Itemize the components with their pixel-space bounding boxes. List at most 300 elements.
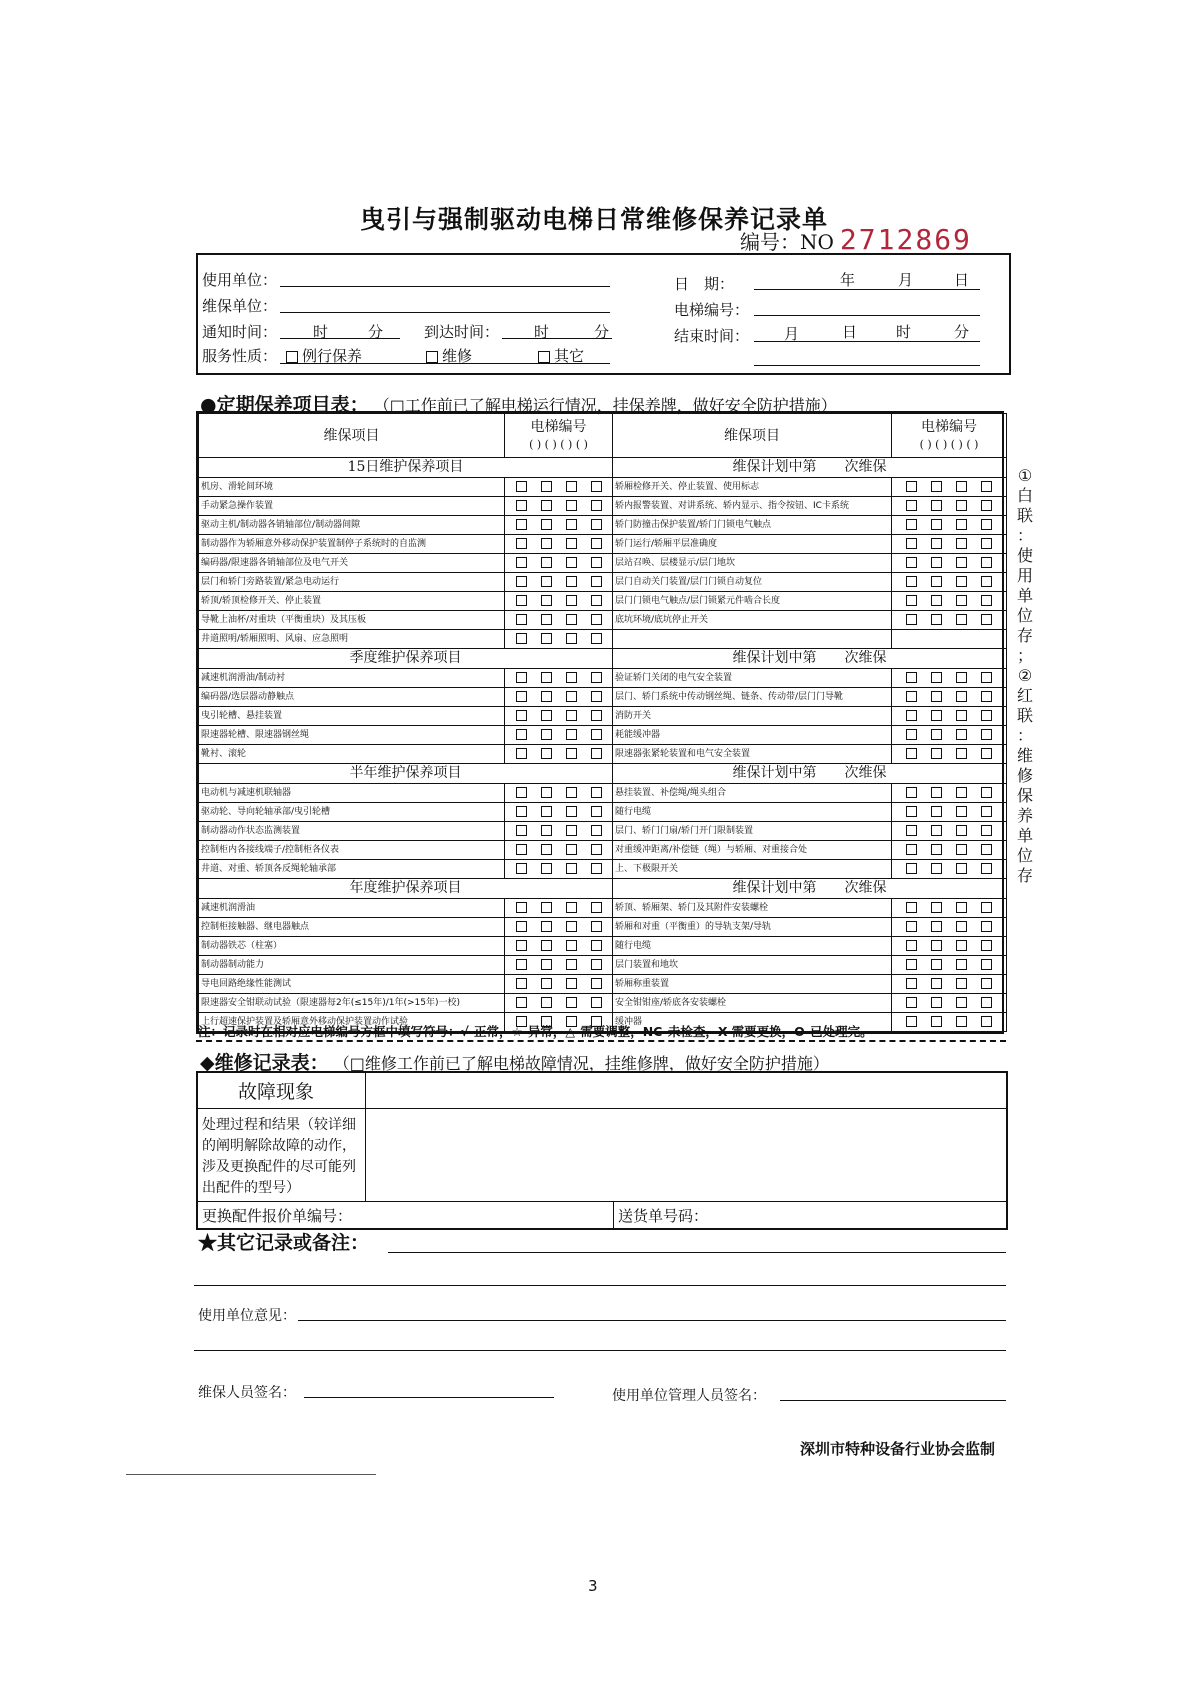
check-box[interactable] bbox=[516, 500, 527, 511]
check-box[interactable] bbox=[981, 538, 992, 549]
check-box[interactable] bbox=[591, 997, 602, 1008]
check-box[interactable] bbox=[516, 997, 527, 1008]
check-box[interactable] bbox=[591, 978, 602, 989]
plan-count bbox=[613, 879, 1007, 899]
check-box[interactable] bbox=[566, 959, 577, 970]
user-opinion-line-2[interactable] bbox=[194, 1350, 1006, 1351]
check-box[interactable] bbox=[981, 940, 992, 951]
check-box[interactable] bbox=[566, 595, 577, 606]
check-box[interactable] bbox=[566, 997, 577, 1008]
table-row bbox=[199, 516, 1007, 535]
left-checks bbox=[505, 478, 613, 497]
group-header-row bbox=[199, 764, 1007, 784]
right-checks bbox=[892, 726, 1007, 745]
check-box[interactable] bbox=[956, 844, 967, 855]
check-box[interactable] bbox=[931, 710, 942, 721]
page-number: 3 bbox=[588, 1577, 598, 1595]
check-box[interactable] bbox=[516, 633, 527, 644]
check-box[interactable] bbox=[541, 614, 552, 625]
check-box[interactable] bbox=[981, 519, 992, 530]
left-checks bbox=[505, 726, 613, 745]
checkbox-icon bbox=[426, 351, 438, 363]
check-box[interactable] bbox=[591, 691, 602, 702]
check-box[interactable] bbox=[516, 538, 527, 549]
check-box[interactable] bbox=[931, 576, 942, 587]
date-label: 日 期： bbox=[674, 275, 735, 293]
check-box[interactable] bbox=[956, 672, 967, 683]
table-row bbox=[199, 726, 1007, 745]
check-box[interactable] bbox=[516, 576, 527, 587]
check-box[interactable] bbox=[541, 691, 552, 702]
check-box[interactable] bbox=[931, 538, 942, 549]
check-box[interactable] bbox=[956, 500, 967, 511]
check-box[interactable] bbox=[931, 940, 942, 951]
check-box[interactable] bbox=[516, 940, 527, 951]
check-box[interactable] bbox=[566, 863, 577, 874]
check-box[interactable] bbox=[906, 729, 917, 740]
check-box[interactable] bbox=[956, 481, 967, 492]
check-box[interactable] bbox=[906, 921, 917, 932]
check-box[interactable] bbox=[956, 921, 967, 932]
left-checks bbox=[505, 860, 613, 879]
check-box[interactable] bbox=[541, 844, 552, 855]
remarks-line-2[interactable] bbox=[194, 1285, 1006, 1286]
check-box[interactable] bbox=[981, 921, 992, 932]
check-box[interactable] bbox=[516, 595, 527, 606]
check-box[interactable] bbox=[541, 633, 552, 644]
check-box[interactable] bbox=[956, 691, 967, 702]
end-month: 月 bbox=[784, 325, 800, 343]
right-checks bbox=[892, 860, 1007, 879]
end-extra-line bbox=[754, 365, 980, 366]
check-box[interactable] bbox=[981, 959, 992, 970]
check-box[interactable] bbox=[516, 672, 527, 683]
check-box[interactable] bbox=[566, 500, 577, 511]
check-box[interactable] bbox=[931, 614, 942, 625]
check-box[interactable] bbox=[516, 614, 527, 625]
check-box[interactable] bbox=[591, 844, 602, 855]
check-box[interactable] bbox=[591, 748, 602, 759]
check-box[interactable] bbox=[981, 481, 992, 492]
col-elev-slots: ( ) ( ) ( ) ( ) bbox=[529, 437, 588, 451]
item-right: 层门自动关门装置/层门门锁自动复位 bbox=[613, 573, 892, 592]
check-box[interactable] bbox=[566, 825, 577, 836]
section2-title: ◆维修记录表： bbox=[200, 1052, 329, 1074]
check-box[interactable] bbox=[516, 519, 527, 530]
notify-time-field[interactable] bbox=[280, 338, 400, 339]
remarks-line-1[interactable] bbox=[388, 1252, 1006, 1253]
check-box[interactable] bbox=[541, 921, 552, 932]
user-opinion-label: 使用单位意见： bbox=[198, 1308, 296, 1324]
check-box[interactable] bbox=[566, 729, 577, 740]
check-box[interactable] bbox=[566, 519, 577, 530]
check-box[interactable] bbox=[566, 672, 577, 683]
item-left: 制动器制动能力 bbox=[199, 956, 505, 975]
check-box[interactable] bbox=[906, 710, 917, 721]
check-box[interactable] bbox=[906, 806, 917, 817]
check-box[interactable] bbox=[516, 825, 527, 836]
check-box[interactable] bbox=[591, 959, 602, 970]
date-field[interactable] bbox=[754, 289, 980, 290]
check-box[interactable] bbox=[566, 787, 577, 798]
arrive-time-field[interactable] bbox=[502, 338, 612, 339]
check-box[interactable] bbox=[931, 729, 942, 740]
item-left: 曳引轮槽、悬挂装置 bbox=[199, 707, 505, 726]
check-box[interactable] bbox=[566, 806, 577, 817]
check-box[interactable] bbox=[956, 787, 967, 798]
right-checks bbox=[892, 994, 1007, 1013]
end-day: 日 bbox=[842, 323, 858, 341]
check-box[interactable] bbox=[591, 787, 602, 798]
check-box[interactable] bbox=[931, 806, 942, 817]
check-box[interactable] bbox=[541, 902, 552, 913]
doc-number bbox=[740, 223, 972, 256]
check-box[interactable] bbox=[981, 576, 992, 587]
check-box[interactable] bbox=[981, 787, 992, 798]
check-box[interactable] bbox=[516, 959, 527, 970]
item-left: 减速机润滑油/制动衬 bbox=[199, 669, 505, 688]
check-box[interactable] bbox=[906, 959, 917, 970]
check-box[interactable] bbox=[516, 691, 527, 702]
check-box[interactable] bbox=[591, 921, 602, 932]
check-box[interactable] bbox=[541, 978, 552, 989]
check-box[interactable] bbox=[516, 863, 527, 874]
check-box[interactable] bbox=[956, 806, 967, 817]
check-box[interactable] bbox=[931, 672, 942, 683]
check-box[interactable] bbox=[541, 729, 552, 740]
check-box[interactable] bbox=[956, 576, 967, 587]
check-box[interactable] bbox=[981, 691, 992, 702]
doc-number-label: 编号：NO bbox=[740, 230, 834, 254]
check-box[interactable] bbox=[906, 500, 917, 511]
check-box[interactable] bbox=[541, 557, 552, 568]
check-box[interactable] bbox=[956, 825, 967, 836]
table-row bbox=[199, 899, 1007, 918]
check-box[interactable] bbox=[566, 748, 577, 759]
plan-prefix: 维保计划中第 bbox=[732, 459, 817, 475]
check-box[interactable] bbox=[906, 614, 917, 625]
check-box[interactable] bbox=[956, 729, 967, 740]
check-box[interactable] bbox=[956, 997, 967, 1008]
check-box[interactable] bbox=[541, 710, 552, 721]
check-box[interactable] bbox=[516, 481, 527, 492]
check-box[interactable] bbox=[516, 844, 527, 855]
check-box[interactable] bbox=[516, 902, 527, 913]
end-minute: 分 bbox=[954, 323, 970, 341]
check-box[interactable] bbox=[906, 978, 917, 989]
check-box[interactable] bbox=[566, 940, 577, 951]
check-box[interactable] bbox=[541, 576, 552, 587]
use-unit-field[interactable] bbox=[280, 286, 610, 287]
table-row bbox=[199, 554, 1007, 573]
check-box[interactable] bbox=[566, 576, 577, 587]
end-time-field[interactable] bbox=[754, 341, 980, 342]
item-left: 控制柜内各接线端子/控制柜各仪表 bbox=[199, 841, 505, 860]
check-box[interactable] bbox=[931, 481, 942, 492]
left-checks bbox=[505, 994, 613, 1013]
check-box[interactable] bbox=[591, 729, 602, 740]
check-box[interactable] bbox=[931, 959, 942, 970]
table-row bbox=[199, 535, 1007, 554]
check-box[interactable] bbox=[516, 787, 527, 798]
check-box[interactable] bbox=[541, 997, 552, 1008]
right-checks bbox=[892, 630, 1007, 649]
table-row bbox=[199, 937, 1007, 956]
check-box[interactable] bbox=[981, 844, 992, 855]
check-box[interactable] bbox=[906, 844, 917, 855]
check-box[interactable] bbox=[981, 595, 992, 606]
side-note-char: ； bbox=[1016, 646, 1033, 665]
checkbox-icon bbox=[286, 351, 298, 363]
elevator-no-field[interactable] bbox=[754, 315, 980, 316]
check-box[interactable] bbox=[981, 902, 992, 913]
check-box[interactable] bbox=[931, 921, 942, 932]
check-box[interactable] bbox=[591, 806, 602, 817]
check-box[interactable] bbox=[956, 978, 967, 989]
item-right: 轿门运行/轿厢平层准确度 bbox=[613, 535, 892, 554]
check-box[interactable] bbox=[981, 825, 992, 836]
check-box[interactable] bbox=[541, 825, 552, 836]
check-box[interactable] bbox=[931, 825, 942, 836]
left-checks bbox=[505, 918, 613, 937]
right-checks bbox=[892, 956, 1007, 975]
check-box[interactable] bbox=[981, 978, 992, 989]
check-box[interactable] bbox=[981, 863, 992, 874]
check-box[interactable] bbox=[956, 940, 967, 951]
check-box[interactable] bbox=[931, 748, 942, 759]
check-box[interactable] bbox=[906, 538, 917, 549]
check-box[interactable] bbox=[591, 825, 602, 836]
group-name: 季度维护保养项目 bbox=[199, 649, 613, 669]
check-box[interactable] bbox=[906, 519, 917, 530]
user-opinion-line-1[interactable] bbox=[298, 1320, 1006, 1321]
service-nature-line bbox=[280, 363, 610, 364]
item-left: 上行超速保护装置及轿厢意外移动保护装置动作试验 bbox=[199, 1013, 505, 1032]
check-box[interactable] bbox=[591, 481, 602, 492]
table-row bbox=[199, 478, 1007, 497]
check-box[interactable] bbox=[591, 633, 602, 644]
check-box[interactable] bbox=[906, 557, 917, 568]
check-box[interactable] bbox=[906, 1016, 917, 1027]
item-right: 悬挂装置、补偿绳/绳头组合 bbox=[613, 784, 892, 803]
check-box[interactable] bbox=[931, 787, 942, 798]
notify-minute: 分 bbox=[368, 323, 384, 341]
table-row bbox=[199, 975, 1007, 994]
check-box[interactable] bbox=[956, 595, 967, 606]
check-box[interactable] bbox=[981, 672, 992, 683]
item-left: 手动紧急操作装置 bbox=[199, 497, 505, 516]
plan-count bbox=[613, 649, 1007, 669]
left-checks bbox=[505, 822, 613, 841]
item-right: 轿内报警装置、对讲系统、轿内显示、指令按钮、IC卡系统 bbox=[613, 497, 892, 516]
check-box[interactable] bbox=[566, 902, 577, 913]
check-box[interactable] bbox=[566, 844, 577, 855]
repair-option-label: 维修 bbox=[442, 347, 473, 365]
left-checks bbox=[505, 497, 613, 516]
check-box[interactable] bbox=[906, 825, 917, 836]
check-box[interactable] bbox=[541, 538, 552, 549]
col-elev-header bbox=[505, 414, 613, 458]
plan-suffix: 次维保 bbox=[844, 650, 887, 666]
check-box[interactable] bbox=[591, 672, 602, 683]
check-box[interactable] bbox=[566, 557, 577, 568]
check-box[interactable] bbox=[956, 557, 967, 568]
side-note-char: ① bbox=[1017, 466, 1033, 485]
item-left: 制动器铁芯（柱塞） bbox=[199, 937, 505, 956]
repair-record-table bbox=[196, 1071, 1008, 1230]
check-box[interactable] bbox=[931, 1016, 942, 1027]
check-box[interactable] bbox=[541, 481, 552, 492]
check-box[interactable] bbox=[931, 500, 942, 511]
maint-unit-field[interactable] bbox=[280, 312, 610, 313]
check-box[interactable] bbox=[516, 978, 527, 989]
check-box[interactable] bbox=[591, 519, 602, 530]
check-box[interactable] bbox=[566, 538, 577, 549]
table-row bbox=[199, 611, 1007, 630]
check-box[interactable] bbox=[981, 614, 992, 625]
check-box[interactable] bbox=[981, 997, 992, 1008]
check-box[interactable] bbox=[906, 902, 917, 913]
check-box[interactable] bbox=[931, 997, 942, 1008]
fault-label: 故障现象 bbox=[198, 1073, 366, 1108]
check-box[interactable] bbox=[956, 748, 967, 759]
check-box[interactable] bbox=[541, 519, 552, 530]
plan-prefix: 维保计划中第 bbox=[732, 880, 817, 896]
check-box[interactable] bbox=[566, 633, 577, 644]
right-checks bbox=[892, 784, 1007, 803]
check-box[interactable] bbox=[516, 921, 527, 932]
check-box[interactable] bbox=[516, 710, 527, 721]
check-box[interactable] bbox=[981, 748, 992, 759]
check-box[interactable] bbox=[541, 787, 552, 798]
right-checks bbox=[892, 516, 1007, 535]
check-box[interactable] bbox=[931, 557, 942, 568]
check-box[interactable] bbox=[906, 595, 917, 606]
check-box[interactable] bbox=[906, 863, 917, 874]
check-box[interactable] bbox=[591, 940, 602, 951]
check-box[interactable] bbox=[956, 902, 967, 913]
user-sign-field[interactable] bbox=[780, 1400, 1006, 1401]
side-note-char: 位 bbox=[1016, 606, 1033, 625]
check-box[interactable] bbox=[541, 748, 552, 759]
item-left: 减速机润滑油 bbox=[199, 899, 505, 918]
check-box[interactable] bbox=[591, 538, 602, 549]
check-box[interactable] bbox=[956, 959, 967, 970]
check-box[interactable] bbox=[516, 557, 527, 568]
check-box[interactable] bbox=[591, 902, 602, 913]
check-box[interactable] bbox=[541, 595, 552, 606]
item-right: 轿厢和对重（平衡重）的导轨支架/导轨 bbox=[613, 918, 892, 937]
check-box[interactable] bbox=[931, 902, 942, 913]
check-box[interactable] bbox=[906, 576, 917, 587]
check-box[interactable] bbox=[931, 595, 942, 606]
maint-sign-field[interactable] bbox=[304, 1397, 554, 1398]
check-box[interactable] bbox=[566, 921, 577, 932]
check-box[interactable] bbox=[906, 748, 917, 759]
fault-row bbox=[198, 1073, 1006, 1109]
check-box[interactable] bbox=[981, 729, 992, 740]
check-box[interactable] bbox=[591, 557, 602, 568]
table-row bbox=[199, 592, 1007, 611]
check-box[interactable] bbox=[541, 863, 552, 874]
check-box[interactable] bbox=[981, 806, 992, 817]
check-box[interactable] bbox=[906, 940, 917, 951]
process-row bbox=[198, 1109, 1006, 1202]
check-box[interactable] bbox=[981, 557, 992, 568]
check-box[interactable] bbox=[906, 481, 917, 492]
check-box[interactable] bbox=[956, 863, 967, 874]
item-right: 缓冲器 bbox=[613, 1013, 892, 1032]
check-box[interactable] bbox=[541, 672, 552, 683]
notify-time-label: 通知时间： bbox=[202, 323, 278, 341]
check-box[interactable] bbox=[516, 748, 527, 759]
check-box[interactable] bbox=[566, 691, 577, 702]
check-box[interactable] bbox=[566, 978, 577, 989]
check-box[interactable] bbox=[956, 519, 967, 530]
check-box[interactable] bbox=[541, 940, 552, 951]
check-box[interactable] bbox=[541, 806, 552, 817]
check-box[interactable] bbox=[906, 691, 917, 702]
check-box[interactable] bbox=[931, 691, 942, 702]
check-box[interactable] bbox=[906, 787, 917, 798]
check-box[interactable] bbox=[931, 863, 942, 874]
check-box[interactable] bbox=[906, 997, 917, 1008]
item-left: 轿顶/轿顶检修开关、停止装置 bbox=[199, 592, 505, 611]
item-right: 轿顶、轿厢架、轿门及其附件安装螺栓 bbox=[613, 899, 892, 918]
item-left: 限速器安全钳联动试验（限速器每2年(≤15年)/1年(>15年)一校) bbox=[199, 994, 505, 1013]
check-box[interactable] bbox=[931, 844, 942, 855]
check-box[interactable] bbox=[566, 614, 577, 625]
plan-suffix: 次维保 bbox=[844, 880, 887, 896]
group-name: 年度维护保养项目 bbox=[199, 879, 613, 899]
side-note-char: 维 bbox=[1016, 746, 1033, 765]
check-box[interactable] bbox=[566, 481, 577, 492]
check-box[interactable] bbox=[591, 576, 602, 587]
section1-note: （□工作前已了解电梯运行情况，挂保养牌，做好安全防护措施） bbox=[373, 396, 837, 415]
check-box[interactable] bbox=[591, 500, 602, 511]
check-box[interactable] bbox=[931, 519, 942, 530]
check-box[interactable] bbox=[591, 595, 602, 606]
check-box[interactable] bbox=[566, 710, 577, 721]
check-box[interactable] bbox=[956, 614, 967, 625]
check-box[interactable] bbox=[956, 1016, 967, 1027]
check-box[interactable] bbox=[591, 614, 602, 625]
check-box[interactable] bbox=[541, 959, 552, 970]
check-box[interactable] bbox=[981, 710, 992, 721]
item-right: 层门装置和地坎 bbox=[613, 956, 892, 975]
check-box[interactable] bbox=[516, 729, 527, 740]
check-box[interactable] bbox=[956, 710, 967, 721]
check-box[interactable] bbox=[541, 500, 552, 511]
check-box[interactable] bbox=[931, 978, 942, 989]
check-box[interactable] bbox=[981, 500, 992, 511]
item-left: 驱动主机/制动器各销轴部位/制动器间隙 bbox=[199, 516, 505, 535]
check-box[interactable] bbox=[516, 806, 527, 817]
left-checks bbox=[505, 554, 613, 573]
check-box[interactable] bbox=[591, 863, 602, 874]
section3-title: ★其它记录或备注： bbox=[198, 1232, 370, 1254]
check-box[interactable] bbox=[591, 710, 602, 721]
check-box[interactable] bbox=[906, 672, 917, 683]
scan-mark bbox=[126, 1474, 376, 1475]
table-row bbox=[199, 669, 1007, 688]
side-note-char: 白 bbox=[1016, 486, 1033, 505]
right-checks bbox=[892, 803, 1007, 822]
parts-quote-label: 更换配件报价单编号： bbox=[202, 1207, 353, 1225]
table-row bbox=[199, 497, 1007, 516]
check-box[interactable] bbox=[956, 538, 967, 549]
check-box[interactable] bbox=[981, 1016, 992, 1027]
